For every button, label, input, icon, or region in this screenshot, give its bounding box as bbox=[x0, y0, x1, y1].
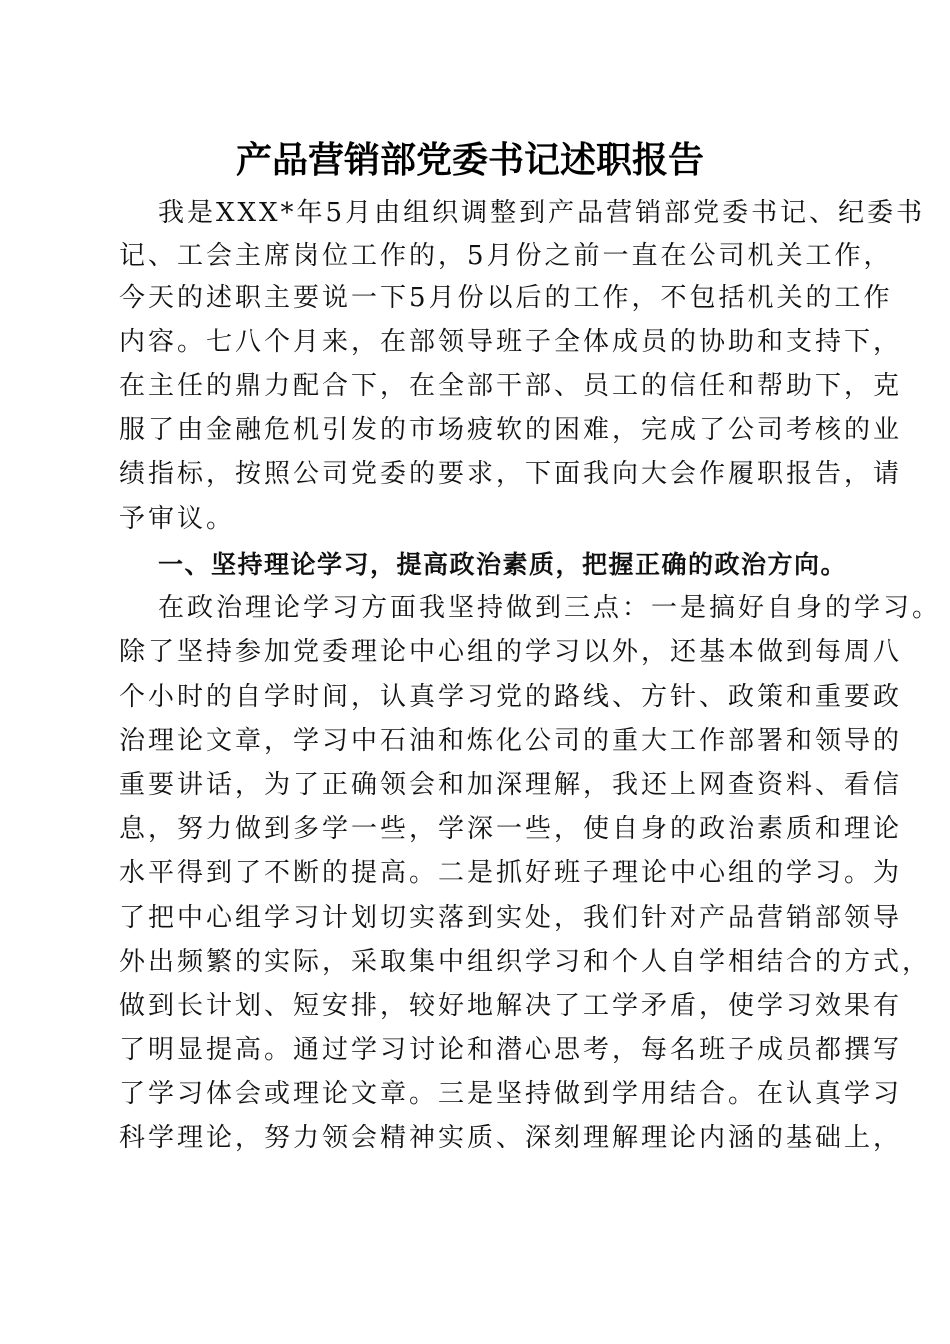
body-line: 除了坚持参加党委理论中心组的学习以外，还基本做到每周八 bbox=[119, 637, 903, 667]
body-line: 重要讲话，为了正确领会和加深理解，我还上网查资料、看信 bbox=[119, 770, 903, 800]
intro-line: 记、工会主席岗位工作的，5月份之前一直在公司机关工作， bbox=[119, 241, 893, 271]
body-line: 外出频繁的实际，采取集中组织学习和个人自学相结合的方式， bbox=[119, 947, 932, 977]
body-line: 了把中心组学习计划切实落到实处，我们针对产品营销部领导 bbox=[119, 903, 903, 933]
intro-line: 今天的述职主要说一下5月份以后的工作，不包括机关的工作 bbox=[119, 283, 893, 313]
section-heading: 一、坚持理论学习，提高政治素质，把握正确的政治方向。 bbox=[158, 550, 848, 579]
document-title: 产品营销部党委书记述职报告 bbox=[235, 139, 704, 181]
body-line: 在政治理论学习方面我坚持做到三点：一是搞好自身的学习。 bbox=[158, 593, 942, 623]
intro-line: 在主任的鼎力配合下，在全部干部、员工的信任和帮助下，克 bbox=[119, 371, 903, 401]
intro-line: 绩指标，按照公司党委的要求，下面我向大会作履职报告，请 bbox=[119, 459, 903, 489]
body-line: 了明显提高。通过学习讨论和潜心思考，每名班子成员都撰写 bbox=[119, 1035, 903, 1065]
body-line: 息，努力做到多学一些，学深一些，使自身的政治素质和理论 bbox=[119, 814, 903, 844]
body-line: 科学理论，努力领会精神实质、深刻理解理论内涵的基础上， bbox=[119, 1123, 903, 1153]
intro-line: 我是XXX*年5月由组织调整到产品营销部党委书记、纪委书 bbox=[158, 198, 926, 228]
intro-line: 内容。七八个月来，在部领导班子全体成员的协助和支持下， bbox=[119, 327, 903, 357]
intro-line: 予审议。 bbox=[119, 504, 236, 534]
body-line: 做到长计划、短安排，较好地解决了工学矛盾，使学习效果有 bbox=[119, 991, 903, 1021]
body-line: 水平得到了不断的提高。二是抓好班子理论中心组的学习。为 bbox=[119, 858, 903, 888]
body-line: 了学习体会或理论文章。三是坚持做到学用结合。在认真学习 bbox=[119, 1079, 903, 1109]
intro-line: 服了由金融危机引发的市场疲软的困难，完成了公司考核的业 bbox=[119, 415, 903, 445]
body-line: 治理论文章，学习中石油和炼化公司的重大工作部署和领导的 bbox=[119, 726, 903, 756]
body-line: 个小时的自学时间，认真学习党的路线、方针、政策和重要政 bbox=[119, 682, 903, 712]
